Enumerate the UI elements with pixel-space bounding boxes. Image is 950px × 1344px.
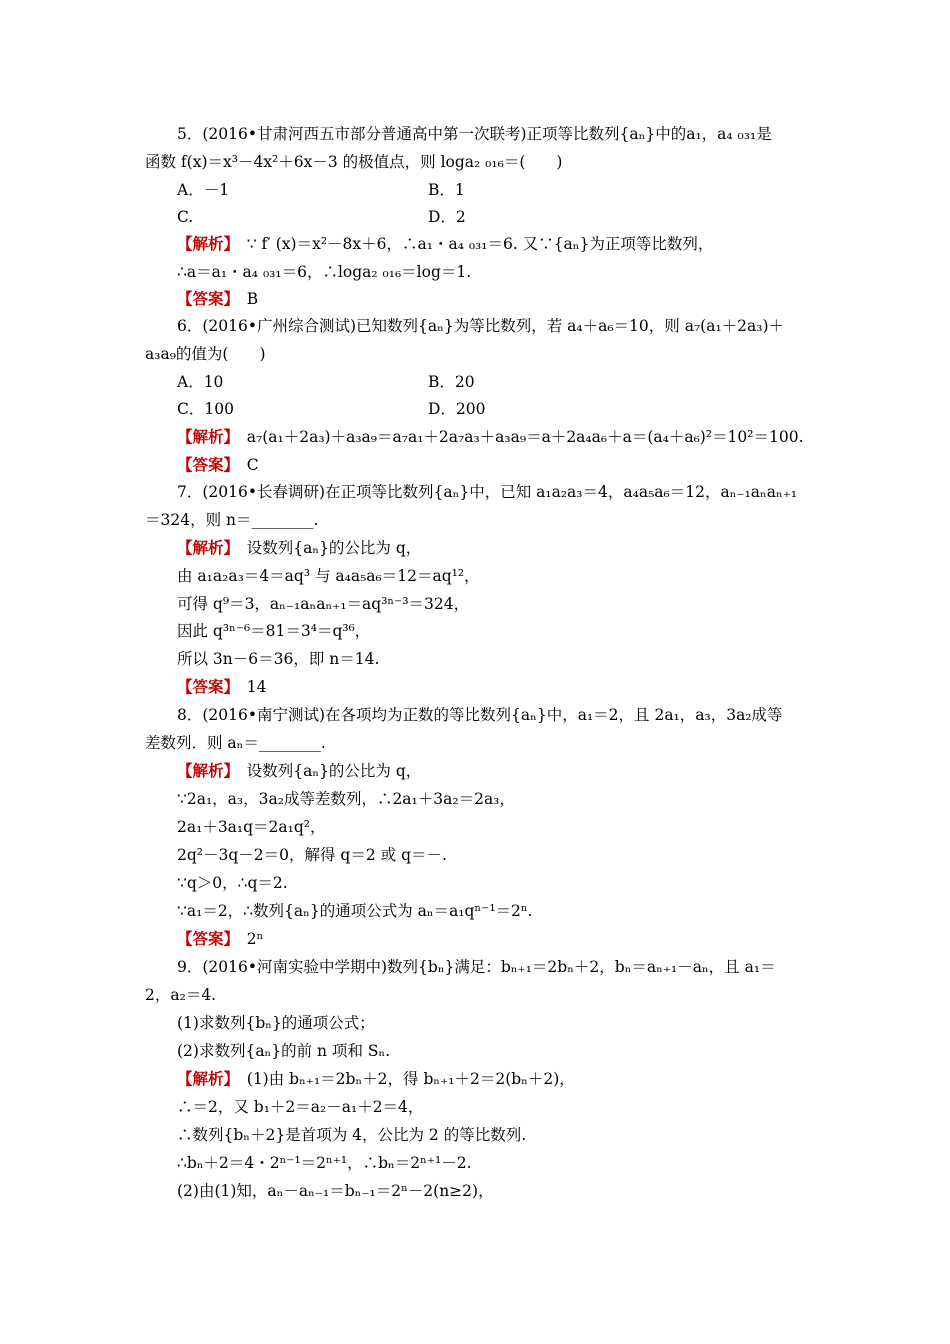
- line-text: (2)由(1)知，aₙ－aₙ₋₁＝bₙ₋₁＝2ⁿ－2(n≥2)，: [177, 1182, 494, 1200]
- text-line: [177, 1125, 526, 1145]
- line-text: 8．(2016•南宁测试)在各项均为正数的等比数列{aₙ}中，a₁＝2，且 2a₁，a₃，3a₂成等: [177, 706, 783, 724]
- text-line: [145, 152, 562, 172]
- option-right: B．1: [428, 181, 465, 199]
- text-line: [177, 180, 465, 200]
- text-line: [177, 124, 772, 144]
- text-line: [177, 929, 263, 949]
- text-line: [177, 873, 288, 893]
- section-tag: 【答案】: [177, 289, 240, 308]
- line-text: 5．(2016•甘肃河西五市部分普通高中第一次联考)正项等比数列{aₙ}中的a₁，a₄ ₀₃₁是: [177, 125, 772, 143]
- line-text: ∴a＝a₁・a₄ ₀₃₁＝6，∴loga₂ ₀₁₆＝log＝1.: [177, 263, 472, 281]
- line-text: 所以 3n－6＝36，即 n＝14.: [177, 650, 380, 668]
- line-text: (2)求数列{aₙ}的前 n 项和 Sₙ.: [177, 1042, 391, 1060]
- line-text: 设数列{aₙ}的公比为 q，: [246, 762, 422, 780]
- line-text: 由 a₁a₂a₃＝4＝aq³ 与 a₄a₅a₆＝12＝aq¹²，: [177, 567, 480, 585]
- text-line: [177, 1181, 494, 1201]
- line-text: B: [246, 290, 259, 308]
- line-text: ＝324，则 n＝________.: [145, 511, 319, 529]
- text-line: [177, 289, 258, 309]
- text-line: [145, 985, 216, 1005]
- option-left: C.: [177, 208, 194, 226]
- text-line: [177, 1041, 390, 1061]
- text-line: [177, 817, 326, 837]
- text-line: [145, 344, 266, 364]
- text-line: [177, 901, 533, 921]
- text-line: [177, 594, 469, 614]
- line-text: 设数列{aₙ}的公比为 q，: [246, 539, 422, 557]
- line-text: ∵a₁＝2，∴数列{aₙ}的通项公式为 aₙ＝a₁qⁿ⁻¹＝2ⁿ.: [177, 902, 533, 920]
- line-text: 9．(2016•河南实验中学期中)数列{bₙ}满足：bₙ₊₁＝2bₙ＋2，bₙ＝aₙ₊₁－aₙ，且 a₁＝: [177, 958, 776, 976]
- text-line: [177, 649, 379, 669]
- text-line: [177, 1097, 423, 1117]
- line-text: a₃a₉的值为( ): [145, 345, 266, 363]
- line-text: ∵q＞0，∴q＝2.: [177, 874, 288, 892]
- line-text: 14: [246, 678, 267, 696]
- line-text: 7．(2016•长春调研)在正项等比数列{aₙ}中，已知 a₁a₂a₃＝4，a₄a₅a₆＝12，aₙ₋₁aₙaₙ₊₁: [177, 483, 798, 501]
- text-line: [177, 789, 515, 809]
- line-text: (1)求数列{bₙ}的通项公式；: [177, 1014, 375, 1032]
- text-line: [177, 705, 783, 725]
- text-line: [177, 427, 804, 447]
- line-text: 可得 q⁹＝3，aₙ₋₁aₙaₙ₊₁＝aq³ⁿ⁻³＝324，: [177, 595, 470, 613]
- text-line: [177, 399, 486, 419]
- line-text: 6．(2016•广州综合测试)已知数列{aₙ}为等比数列，若 a₄＋a₆＝10，则 a₇(a₁＋2a₃)＋: [177, 317, 785, 335]
- text-line: [177, 621, 370, 641]
- text-line: [177, 845, 447, 865]
- text-line: [177, 957, 776, 977]
- text-line: [177, 677, 267, 697]
- section-tag: 【解析】: [177, 234, 240, 253]
- line-text: 2q²－3q－2＝0，解得 q＝2 或 q＝－.: [177, 846, 447, 864]
- text-line: [177, 234, 713, 254]
- option-right: D．2: [428, 208, 466, 226]
- option-left: A．10: [177, 373, 224, 391]
- section-tag: 【答案】: [177, 929, 240, 948]
- line-text: (1)由 bₙ₊₁＝2bₙ＋2，得 bₙ₊₁＋2＝2(bₙ＋2)，: [246, 1070, 575, 1088]
- section-tag: 【答案】: [177, 455, 240, 474]
- line-text: ∴数列{bₙ＋2}是首项为 4，公比为 2 的等比数列.: [177, 1126, 527, 1144]
- line-text: 2，a₂＝4.: [145, 986, 217, 1004]
- text-line: [177, 1153, 472, 1173]
- text-line: [177, 482, 797, 502]
- section-tag: 【解析】: [177, 761, 240, 780]
- text-line: [177, 207, 466, 227]
- line-text: ∴＝2，又 b₁＋2＝a₂－a₁＋2＝4，: [177, 1098, 424, 1116]
- text-line: [145, 733, 326, 753]
- option-right: D．200: [428, 400, 486, 418]
- text-line: [177, 455, 259, 475]
- line-text: a₇(a₁＋2a₃)＋a₃a₉＝a₇a₁＋2a₇a₃＋a₃a₉＝a＋2a₄a₆＋a＝(a₄＋a₆)²＝10²＝100.: [246, 428, 804, 446]
- text-line: [177, 566, 480, 586]
- line-text: 函数 f(x)＝x³－4x²＋6x－3 的极值点，则 loga₂ ₀₁₆＝( ): [145, 153, 563, 171]
- text-line: [177, 1069, 575, 1089]
- option-left: A．－1: [177, 181, 230, 199]
- text-line: [177, 316, 784, 336]
- section-tag: 【解析】: [177, 427, 240, 446]
- text-line: [177, 761, 421, 781]
- text-line: [145, 510, 318, 530]
- text-line: [177, 372, 475, 392]
- text-line: [177, 538, 421, 558]
- section-tag: 【答案】: [177, 677, 240, 696]
- line-text: ∵2a₁，a₃，3a₂成等差数列，∴2a₁＋3a₂＝2a₃，: [177, 790, 515, 808]
- section-tag: 【解析】: [177, 538, 240, 557]
- line-text: ∴bₙ＋2＝4・2ⁿ⁻¹＝2ⁿ⁺¹，∴bₙ＝2ⁿ⁺¹－2.: [177, 1154, 472, 1172]
- line-text: C: [246, 456, 259, 474]
- text-line: [177, 1013, 375, 1033]
- line-text: 2ⁿ: [246, 930, 264, 948]
- section-tag: 【解析】: [177, 1069, 240, 1088]
- line-text: ∵ f′ (x)＝x²－8x＋6，∴a₁・a₄ ₀₃₁＝6. 又∵{aₙ}为正项等比数列，: [246, 235, 714, 253]
- line-text: 差数列．则 aₙ＝________.: [145, 734, 326, 752]
- option-left: C．100: [177, 400, 234, 418]
- line-text: 因此 q³ⁿ⁻⁶＝81＝3⁴＝q³⁶，: [177, 622, 371, 640]
- text-line: [177, 262, 471, 282]
- option-right: B．20: [428, 373, 475, 391]
- line-text: 2a₁＋3a₁q＝2a₁q²，: [177, 818, 326, 836]
